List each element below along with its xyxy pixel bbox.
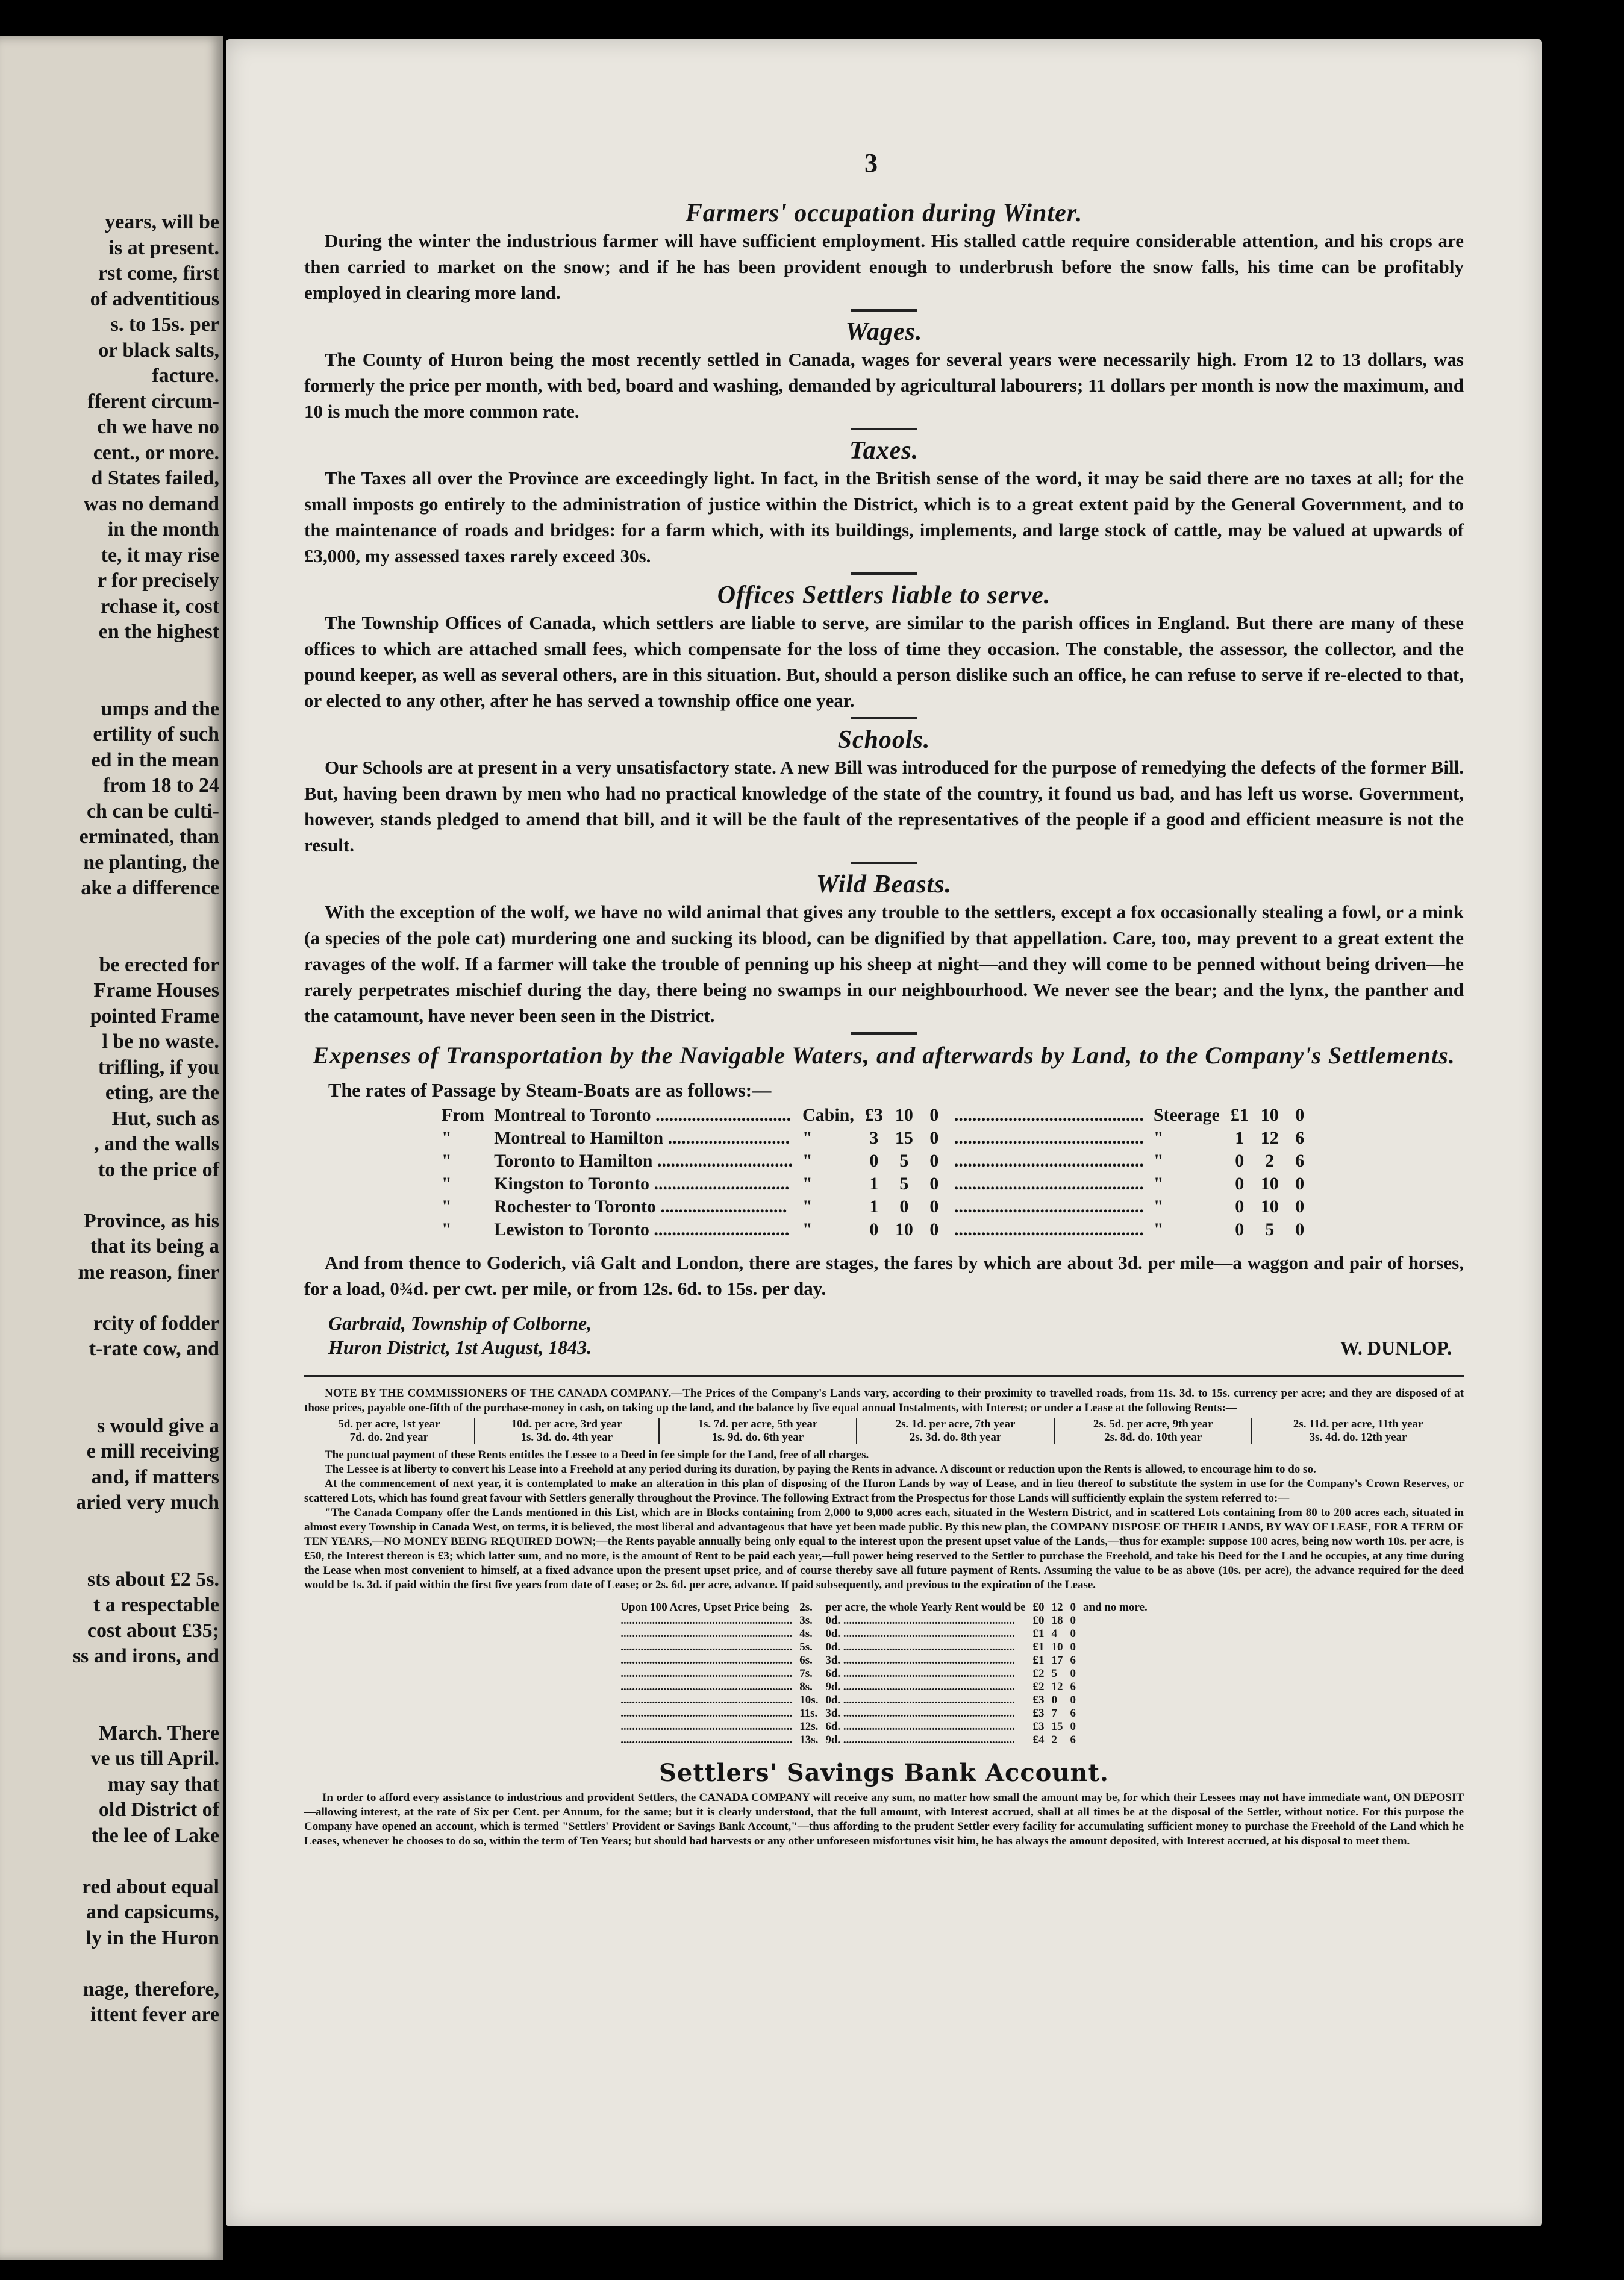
rent-cell: 5s. xyxy=(799,1641,813,1653)
rate-num: 0 xyxy=(1295,1197,1305,1217)
rate-num: 2 xyxy=(1265,1151,1275,1171)
fragment-line: of adventitious xyxy=(90,287,219,310)
fragment-line: r for precisely xyxy=(97,569,219,592)
fragment-line: to the price of xyxy=(98,1158,219,1181)
article-section xyxy=(304,428,1464,569)
rent-row xyxy=(617,1601,1151,1614)
rent-cell: £0 xyxy=(1032,1614,1045,1627)
rent-row xyxy=(617,1654,1151,1667)
note-paragraph: The punctual payment of these Rents entitles the Lessee to a Deed in fee simple for the Land, free of all charges. xyxy=(325,1448,869,1461)
fragment-line: from 18 to 24 xyxy=(103,774,219,797)
rent-cell: 3d. ............................................................ xyxy=(825,1707,1015,1720)
signature-name: W. DUNLOP. xyxy=(1340,1337,1452,1359)
lease-row xyxy=(304,1418,1464,1431)
rent-cell xyxy=(1079,1641,1151,1654)
rent-cell: £1 xyxy=(1032,1641,1045,1653)
rent-cell: 12 xyxy=(1051,1601,1063,1614)
rent-cell: 0d. ............................................................ xyxy=(825,1641,1015,1653)
fragment-line: and, if matters xyxy=(91,1465,219,1488)
fragment-line: rst come, first xyxy=(98,262,219,284)
fragment-line: t a respectable xyxy=(93,1594,219,1616)
fragment-line: en the highest xyxy=(98,621,219,643)
rent-row xyxy=(617,1694,1151,1707)
rent-cell xyxy=(1079,1654,1151,1667)
rent-cell: 0 xyxy=(1070,1667,1076,1680)
rate-num: 0 xyxy=(929,1105,939,1125)
fragment-line: red about equal xyxy=(82,1875,219,1898)
rate-row xyxy=(437,1218,1315,1241)
fragment-line: ake a difference xyxy=(81,877,219,899)
rate-class: " xyxy=(1153,1151,1164,1171)
rent-cell: 18 xyxy=(1051,1614,1063,1627)
rate-num: 3 xyxy=(869,1128,879,1148)
fragment-line: that its being a xyxy=(90,1235,219,1257)
rate-leader: .......................................... xyxy=(954,1174,1144,1194)
fragment-line: years, will be xyxy=(105,211,219,233)
fragment-line: was no demand xyxy=(84,492,219,515)
yearly-rent-table xyxy=(617,1601,1151,1747)
rate-num: 6 xyxy=(1295,1151,1305,1171)
section-text: During the winter the industrious farmer will have sufficient employment. His stalled cattle require considerable attention, and his crops are then carried to market on the snow; and if he has been provident enough to underbrush before the snow falls, his time can be profitably employed in clearing more land. xyxy=(304,230,1464,303)
bank-paragraph: In order to afford every assistance to industrious and provident Settlers, the CANADA COMPANY will receive any sum, no matter how small the amount may be, for which their Lessees may not have immediate want, ON DEPOSIT—allowing interest, at the rate of Six per Cent. per Annum, for the same; but it is clearly understood, that the full amount, with Interest accrued, shall at all times be at the disposal of the Settler, without notice. For this purpose the Company have opened an account, which is termed "Settlers' Provident or Savings Bank Account,"—thus affording to the prudent Settler every facility for accumulating sufficient money to purchase the Freehold of the Land which he Leases, whenever he chooses to do so, within the term of Ten Years; but should bad harvests or any other unforeseen misfortunes visit him, he has always the amount deposited, with Interest accrued, at his disposal to meet them. xyxy=(304,1791,1464,1847)
lease-cell: 5d. per acre, 1st year xyxy=(338,1418,440,1430)
fragment-line: , and the walls xyxy=(94,1133,219,1155)
rate-num: 6 xyxy=(1295,1128,1305,1148)
rate-num: 0 xyxy=(929,1151,939,1171)
passage-rates-table xyxy=(437,1104,1315,1241)
rate-num: 0 xyxy=(929,1174,939,1194)
fragment-line: fferent circum- xyxy=(87,390,219,413)
fragment-line: aried very much xyxy=(76,1491,219,1514)
section-rule xyxy=(851,309,917,312)
rate-class: " xyxy=(1153,1174,1164,1194)
rent-cell xyxy=(1079,1667,1151,1680)
rent-cell: 9d. ............................................................ xyxy=(825,1733,1015,1746)
fragment-line: sts about £2 5s. xyxy=(87,1568,219,1591)
rent-cell xyxy=(1079,1680,1151,1694)
fragment-line: ch can be culti- xyxy=(86,800,219,822)
rent-cell: 3d. ............................................................ xyxy=(825,1654,1015,1667)
rate-num: 10 xyxy=(1260,1197,1279,1217)
fragment-line: te, it may rise xyxy=(101,543,219,566)
section-text: The Taxes all over the Province are exceedingly light. In fact, in the British sense of the word, it may be said there are no taxes at all; for the small imposts go entirely to the administration of justice within the District, which is to a great extent paid by the General Government, and to the maintenance of roads and bridges: for a farm which, with its buildings, implements, and large stock of cattle, may be valued at upwards of £3,000, my assessed taxes rarely exceed 30s. xyxy=(304,468,1464,566)
rent-cell: 13s. xyxy=(799,1733,819,1746)
rent-cell: ............................................................ xyxy=(620,1614,793,1627)
rent-cell: ............................................................ xyxy=(620,1733,793,1746)
rate-prefix: " xyxy=(442,1174,452,1194)
rate-num: 1 xyxy=(869,1197,879,1217)
section-heading: Taxes. xyxy=(849,437,919,465)
note-paragraph: The Lessee is at liberty to convert his Lease into a Freehold at any period during its duration, by paying the Rents in advance. A discount or reduction upon the Rents is allowed, to encourage him to do so. xyxy=(325,1463,1316,1476)
rent-cell: 6 xyxy=(1070,1733,1076,1746)
rent-cell: 12 xyxy=(1051,1680,1063,1693)
rent-row xyxy=(617,1667,1151,1680)
rent-cell: £1 xyxy=(1032,1627,1045,1640)
rent-cell: 2s. xyxy=(799,1601,813,1614)
rent-row xyxy=(617,1707,1151,1720)
rent-cell: 7s. xyxy=(799,1667,813,1680)
fragment-line: t-rate cow, and xyxy=(89,1338,219,1360)
rate-leader: .......................................... xyxy=(954,1197,1144,1217)
rent-cell: 0d. ............................................................ xyxy=(825,1627,1015,1640)
section-heading: Schools. xyxy=(837,726,931,754)
fragment-line: be erected for xyxy=(99,953,219,976)
note-divider xyxy=(304,1375,1464,1377)
rate-leader: .......................................... xyxy=(954,1220,1144,1239)
fragment-line: old District of xyxy=(98,1799,219,1821)
rent-cell: 6d. ............................................................ xyxy=(825,1667,1015,1680)
section-heading: Wild Beasts. xyxy=(816,871,952,898)
lease-cell: 10d. per acre, 3rd year xyxy=(475,1418,659,1431)
rent-cell: 10s. xyxy=(799,1694,819,1706)
fragment-line: s would give a xyxy=(96,1414,219,1437)
rate-class: " xyxy=(1153,1128,1164,1148)
document-page xyxy=(226,39,1542,2226)
signature-place xyxy=(304,1311,592,1359)
rate-prefix: " xyxy=(442,1128,452,1148)
fragment-line: March. There xyxy=(98,1721,219,1744)
rent-cell: ............................................................ xyxy=(620,1641,793,1653)
rate-class: " xyxy=(802,1197,813,1217)
rate-num: 0 xyxy=(929,1128,939,1148)
rate-num: 0 xyxy=(1235,1151,1245,1171)
rent-cell: £2 xyxy=(1032,1667,1045,1680)
lease-cell: 1s. 3d. do. 4th year xyxy=(475,1431,659,1444)
rate-class: " xyxy=(1153,1220,1164,1239)
rent-cell: 0d. ............................................................ xyxy=(825,1694,1015,1706)
article-section xyxy=(304,862,1464,1029)
rent-cell xyxy=(1079,1627,1151,1641)
rate-prefix: " xyxy=(442,1151,452,1171)
fragment-line: facture. xyxy=(152,365,219,387)
lease-cell: 2s. 1d. per acre, 7th year xyxy=(857,1418,1054,1431)
page-number: 3 xyxy=(864,148,878,178)
rate-num: 5 xyxy=(899,1174,909,1194)
article-section xyxy=(304,199,1464,305)
rate-row xyxy=(437,1127,1315,1150)
section-text: The County of Huron being the most recently settled in Canada, wages for several years were necessarily high. From 12 to 13 dollars, was formerly the price per month, with bed, board and washing, demanded by agricultural labourers; 11 dollars per month is now the maximum, and 10 is much the more common rate. xyxy=(304,349,1464,422)
fragment-line: s. to 15s. per xyxy=(110,313,219,336)
rent-row xyxy=(617,1641,1151,1654)
article-section xyxy=(304,572,1464,713)
fragment-line: ss and irons, and xyxy=(72,1645,219,1667)
fragment-line: me reason, finer xyxy=(78,1261,219,1283)
commissioners-note xyxy=(304,1386,1464,1747)
section-rule xyxy=(851,1032,917,1035)
adjacent-page-fragment xyxy=(0,36,223,2260)
fragment-line: ertility of such xyxy=(93,723,219,745)
rate-num: 5 xyxy=(1265,1220,1275,1239)
rent-cell: 6d. ............................................................ xyxy=(825,1720,1015,1733)
rent-cell: 0 xyxy=(1051,1694,1057,1706)
rent-cell: 9d. ............................................................ xyxy=(825,1680,1015,1693)
section-rule xyxy=(851,862,917,864)
fragment-line: Frame Houses xyxy=(93,979,219,1001)
fragment-line: rchase it, cost xyxy=(101,595,219,618)
rent-cell: and no more. xyxy=(1082,1601,1148,1614)
lease-cell: 2s. 3d. do. 8th year xyxy=(857,1431,1054,1444)
rent-row xyxy=(617,1614,1151,1627)
rent-cell xyxy=(1079,1614,1151,1627)
rate-route: Montreal to Toronto .............................. xyxy=(494,1105,792,1125)
transport-section xyxy=(304,1032,1464,1301)
rate-leader: .......................................... xyxy=(954,1151,1144,1171)
note-paragraph: At the commencement of next year, it is contemplated to make an alteration in this plan of disposing of the Huron Lands by way of Lease, and in lieu thereof to substitute the system in use for the Company's Crown Reserves, or scattered Lots, which has found great favour with Settlers generally throughout the Province. The following Extract from the Prospectus for those Lands will sufficiently explain the system referred to:— xyxy=(304,1477,1464,1505)
rate-num: 12 xyxy=(1260,1128,1279,1148)
section-rule xyxy=(851,428,917,430)
signature-place-line: Garbraid, Township of Colborne, xyxy=(328,1312,592,1334)
fragment-line: ed in the mean xyxy=(91,748,219,771)
fragment-line: ly in the Huron xyxy=(86,1926,219,1949)
fragment-line: may say that xyxy=(107,1773,219,1796)
rate-num: 0 xyxy=(869,1151,879,1171)
rent-cell: 4s. xyxy=(799,1627,813,1640)
rent-cell: 11s. xyxy=(799,1707,818,1720)
rent-cell: ............................................................ xyxy=(620,1654,793,1667)
rent-cell: £1 xyxy=(1032,1654,1045,1667)
rate-num: £1 xyxy=(1230,1105,1249,1125)
rent-cell: 4 xyxy=(1051,1627,1057,1640)
rate-class: Cabin, xyxy=(802,1105,854,1125)
rent-cell: 0 xyxy=(1070,1601,1076,1614)
fragment-line: ve us till April. xyxy=(90,1747,219,1770)
stages-paragraph: And from thence to Goderich, viâ Galt and London, there are stages, the fares by which are about 3d. per mile—a waggon and pair of horses, for a load, 0¾d. per cwt. per mile, or from 12s. 6d. to 15s. per day. xyxy=(304,1252,1464,1299)
fragment-line: d States failed, xyxy=(91,467,219,489)
rent-cell: 17 xyxy=(1051,1654,1063,1667)
rent-row xyxy=(617,1733,1151,1747)
section-heading: Expenses of Transportation by the Navigable Waters, and afterwards by Land, to the Company's Settlements. xyxy=(313,1042,1455,1069)
rent-cell: 6 xyxy=(1070,1654,1076,1667)
rate-num: 5 xyxy=(899,1151,909,1171)
rent-cell: per acre, the whole Yearly Rent would be xyxy=(825,1601,1026,1614)
rate-route: Kingston to Toronto .............................. xyxy=(494,1174,790,1194)
fragment-line: l be no waste. xyxy=(102,1030,219,1053)
rent-cell xyxy=(1079,1720,1151,1733)
fragment-line: and capsicums, xyxy=(86,1901,219,1923)
lease-cell: 2s. 5d. per acre, 9th year xyxy=(1054,1418,1252,1431)
section-text: With the exception of the wolf, we have no wild animal that gives any trouble to the settlers, except a fox occasionally stealing a fowl, or a mink (a species of the pole cat) murdering one and sucking its blood, can be dignified by that appellation. Care, too, may prevent to a great extent the ravages of the wolf. If a farmer will take the trouble of penning up his sheep at night—and they will come to be penned without being driven—he rarely perpetrates mischief during the day, there being no swamps in our neighbourhood. We never see the bear; and the lynx, the panther and the catamount, have never been seen in the District. xyxy=(304,901,1464,1026)
rates-intro: The rates of Passage by Steam-Boats are as follows:— xyxy=(328,1079,772,1101)
lease-cell: 2s. 11d. per acre, 11th year xyxy=(1252,1418,1464,1431)
rate-leader: .......................................... xyxy=(954,1128,1144,1148)
rent-cell: 8s. xyxy=(799,1680,813,1693)
rent-cell xyxy=(1079,1707,1151,1720)
fragment-line: is at present. xyxy=(108,236,219,259)
rate-prefix: " xyxy=(442,1220,452,1239)
lease-cell: 1s. 7d. per acre, 5th year xyxy=(659,1418,857,1431)
fragment-line: Province, as his xyxy=(83,1209,219,1232)
rate-num: 10 xyxy=(895,1105,913,1125)
section-heading: Wages. xyxy=(845,318,923,346)
rate-route: Lewiston to Toronto .............................. xyxy=(494,1220,790,1239)
article-section xyxy=(304,717,1464,858)
rent-cell: 0 xyxy=(1070,1694,1076,1706)
section-heading: Offices Settlers liable to serve. xyxy=(717,581,1051,609)
rate-num: 10 xyxy=(1260,1174,1279,1194)
rate-route: Toronto to Hamilton .............................. xyxy=(494,1151,793,1171)
rent-cell: £3 xyxy=(1032,1720,1045,1733)
section-rule xyxy=(851,572,917,575)
lease-cell: 2s. 8d. do. 10th year xyxy=(1054,1431,1252,1444)
bank-title: Settlers' Savings Bank Account. xyxy=(659,1759,1109,1787)
rate-num: £3 xyxy=(864,1105,883,1125)
rate-leader: .......................................... xyxy=(954,1105,1144,1125)
signature-place-line: Huron District, 1st August, 1843. xyxy=(328,1336,592,1358)
lease-cell: 1s. 9d. do. 6th year xyxy=(659,1431,857,1444)
fragment-line: trifling, if you xyxy=(98,1056,219,1079)
article-section xyxy=(304,309,1464,424)
rate-num: 0 xyxy=(899,1197,909,1217)
lease-row xyxy=(304,1431,1464,1444)
rate-row xyxy=(437,1195,1315,1218)
rent-cell: 10 xyxy=(1051,1641,1063,1653)
lease-cell: 3s. 4d. do. 12th year xyxy=(1252,1431,1464,1444)
rate-num: 0 xyxy=(929,1220,939,1239)
rent-cell: 15 xyxy=(1051,1720,1063,1733)
rent-cell xyxy=(1079,1733,1151,1747)
rate-num: 10 xyxy=(895,1220,913,1239)
rate-row xyxy=(437,1104,1315,1127)
section-text: The Township Offices of Canada, which settlers are liable to serve, are similar to the parish offices in England. But there are many of these offices to which are attached small fees, which compensate for the loss of time they occasion. The constable, the assessor, the collector, and the pound keeper, as well as several others, are in this situation. But, should a person dislike such an office, he can refuse to serve if re-elected to that, or elected to any other, after he has served a township office one year. xyxy=(304,612,1464,711)
lease-rents-table xyxy=(304,1418,1464,1444)
rent-cell: 6 xyxy=(1070,1707,1076,1720)
rate-num: 0 xyxy=(1235,1197,1245,1217)
rate-prefix: " xyxy=(442,1197,452,1217)
lease-cell: 7d. do. 2nd year xyxy=(349,1431,429,1444)
rent-cell: 0 xyxy=(1070,1614,1076,1627)
signature-block xyxy=(304,1311,1464,1359)
sections-container xyxy=(304,199,1464,1029)
rent-cell: Upon 100 Acres, Upset Price being xyxy=(620,1601,789,1614)
fragment-line: the lee of Lake xyxy=(91,1824,219,1847)
rate-class: " xyxy=(802,1174,813,1194)
section-heading: Farmers' occupation during Winter. xyxy=(685,199,1083,227)
rent-cell: 3s. xyxy=(799,1614,813,1627)
fragment-line: Hut, such as xyxy=(111,1107,219,1130)
rate-route: Montreal to Hamilton ........................... xyxy=(494,1128,790,1148)
note-paragraph: NOTE BY THE COMMISSIONERS OF THE CANADA COMPANY.—The Prices of the Company's Lands vary, according to their proximity to travelled roads, from 11s. 3d. to 15s. currency per acre; and they are disposed of at those prices, payable one-fifth of the purchase-money in cash, on taking up the land, and the balance by five equal annual Instalments, with Interest; or under a Lease at the following Rents:— xyxy=(304,1387,1464,1414)
fragment-line: umps and the xyxy=(101,697,219,720)
rent-cell: 6 xyxy=(1070,1680,1076,1693)
rent-cell: 0 xyxy=(1070,1627,1076,1640)
rate-num: 0 xyxy=(1295,1105,1305,1125)
rent-cell: 2 xyxy=(1051,1733,1057,1746)
rent-cell: ............................................................ xyxy=(620,1627,793,1640)
rent-cell: ............................................................ xyxy=(620,1680,793,1693)
fragment-line: or black salts, xyxy=(98,339,219,362)
fragment-line: eting, are the xyxy=(105,1082,219,1104)
rate-row xyxy=(437,1150,1315,1173)
fragment-line: rcity of fodder xyxy=(93,1312,219,1335)
rent-cell: 6s. xyxy=(799,1654,813,1667)
rent-cell: ............................................................ xyxy=(620,1707,793,1720)
fragment-line: cost about £35; xyxy=(87,1619,219,1642)
fragment-line: ne planting, the xyxy=(83,851,219,874)
rate-num: 0 xyxy=(1235,1174,1245,1194)
fragment-line: cent., or more. xyxy=(93,441,219,464)
rent-cell: ............................................................ xyxy=(620,1720,793,1733)
fragment-line: pointed Frame xyxy=(90,1004,219,1027)
rate-class: " xyxy=(1153,1197,1164,1217)
rent-cell: £4 xyxy=(1032,1733,1045,1746)
rent-cell xyxy=(1079,1694,1151,1707)
rent-row xyxy=(617,1680,1151,1694)
rent-cell: 5 xyxy=(1051,1667,1057,1680)
rate-num: 10 xyxy=(1260,1105,1279,1125)
rate-class: Steerage xyxy=(1153,1105,1220,1125)
fragment-line: e mill receiving xyxy=(86,1440,219,1462)
rent-cell: ............................................................ xyxy=(620,1667,793,1680)
rent-cell: £3 xyxy=(1032,1694,1045,1706)
note-paragraph: "The Canada Company offer the Lands mentioned in this List, which are in Blocks containing from 2,000 to 9,000 acres each, situated in the Western District, and in scattered Lots containing from 80 to 200 acres each, situated in almost every Township in Canada West, on terms, it is believed, the most liberal and advantageous that have yet been made public. By this new plan, the COMPANY DISPOSE OF THEIR LANDS, BY WAY OF LEASE, FOR A TERM OF TEN YEARS,—NO MONEY BEING REQUIRED DOWN;—the Rents payable annually being only equal to the interest upon the present upset value of the Lands,—thus for example: suppose 100 acres, being now worth 10s. per acre, is £50, the Interest thereon is £3; which latter sum, and no more, is the amount of Rent to be paid each year,—full power being reserved to the Settler to purchase the Freehold, and take his Deed for the Land he occupies, at any time during the Lease when most convenient to himself, at a fixed advance upon the present upset price, and of course thereby save all future payment of Rents. Assuming the value to be as above (10s. per acre), the advance required for the deed would be 1s. 3d. if paid within the first five years from date of Lease; or 2s. 6d. per acre, advance. If paid subsequently, and previous to the expiration of the Lease. xyxy=(304,1506,1464,1591)
rate-class: " xyxy=(802,1128,813,1148)
fragment-line: ittent fever are xyxy=(90,2003,219,2026)
rent-cell: £0 xyxy=(1032,1601,1045,1614)
rent-cell: £2 xyxy=(1032,1680,1045,1693)
rate-num: 0 xyxy=(1235,1220,1245,1239)
rate-num: 15 xyxy=(895,1128,913,1148)
rent-cell: 12s. xyxy=(799,1720,819,1733)
rate-route: Rochester to Toronto ............................ xyxy=(494,1197,787,1217)
rent-cell: 0 xyxy=(1070,1720,1076,1733)
rent-cell: 0 xyxy=(1070,1641,1076,1653)
section-rule xyxy=(851,717,917,719)
rate-class: " xyxy=(802,1151,813,1171)
rent-cell: £3 xyxy=(1032,1707,1045,1720)
rate-num: 0 xyxy=(1295,1220,1305,1239)
fragment-line: in the month xyxy=(107,518,219,540)
rate-num: 0 xyxy=(929,1197,939,1217)
main-content xyxy=(304,199,1464,1849)
rent-cell: ............................................................ xyxy=(620,1694,793,1706)
section-text: Our Schools are at present in a very unsatisfactory state. A new Bill was introduced for the purpose of remedying the defects of the former Bill. But, having been drawn by men who had no practical knowledge of the state of the country, it found us bad, and has left us worse. Government, however, stands pledged to amend that bill, and it will be the fault of the representatives of the people if a good and efficient measure is not the result. xyxy=(304,757,1464,856)
fragment-line: nage, therefore, xyxy=(83,1978,219,2000)
rent-row xyxy=(617,1720,1151,1733)
rate-num: 0 xyxy=(1295,1174,1305,1194)
rate-num: 1 xyxy=(869,1174,879,1194)
fragment-line: ch we have no xyxy=(96,416,219,438)
rate-num: 1 xyxy=(1235,1128,1245,1148)
rent-cell: 7 xyxy=(1051,1707,1057,1720)
rate-prefix: From xyxy=(442,1105,485,1125)
rate-class: " xyxy=(802,1220,813,1239)
fragment-line: erminated, than xyxy=(79,825,219,848)
rate-num: 0 xyxy=(869,1220,879,1239)
rent-cell: 0d. ............................................................ xyxy=(825,1614,1015,1627)
rent-row xyxy=(617,1627,1151,1641)
rate-row xyxy=(437,1173,1315,1195)
